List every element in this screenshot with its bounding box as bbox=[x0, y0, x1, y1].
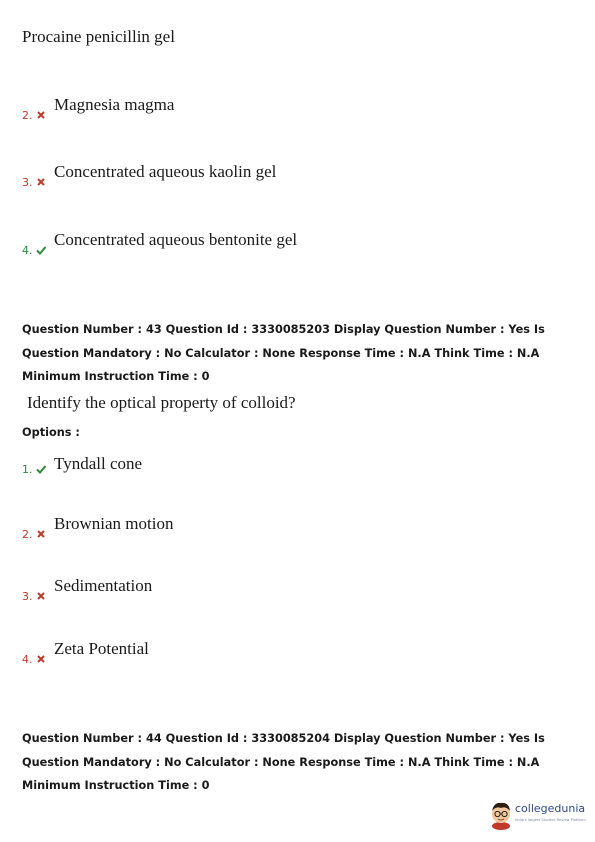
option-row bbox=[22, 639, 422, 667]
option-text: Concentrated aqueous kaolin gel bbox=[54, 162, 277, 181]
options-label: Options : bbox=[22, 426, 80, 439]
cross-icon bbox=[36, 654, 46, 664]
mascot-icon bbox=[488, 800, 514, 830]
option-number: 3. bbox=[22, 590, 46, 603]
option-number: 2. bbox=[22, 109, 46, 122]
option-text: Procaine penicillin gel bbox=[22, 27, 175, 46]
option-row bbox=[22, 514, 422, 542]
option-number: 2. bbox=[22, 528, 46, 541]
option-row bbox=[22, 162, 422, 189]
option-text: Tyndall cone bbox=[54, 454, 143, 473]
option-number: 4. bbox=[22, 244, 46, 257]
option-text: Concentrated aqueous bentonite gel bbox=[54, 230, 298, 249]
check-icon bbox=[36, 464, 46, 474]
option-number: 4. bbox=[22, 653, 46, 666]
question-meta: Question Number : 43 Question Id : 3330085203 Display Question Number : Yes Is Question Mandatory : No Calculator : None Response Time : N.A Think Time : N.A Minimum Instruction Time : 0 bbox=[22, 323, 545, 383]
option-text: Zeta Potential bbox=[54, 639, 149, 658]
cross-icon bbox=[36, 177, 46, 187]
check-icon bbox=[36, 245, 46, 255]
option-number: 1. bbox=[22, 463, 46, 476]
question-meta: Question Number : 44 Question Id : 3330085204 Display Question Number : Yes Is Question Mandatory : No Calculator : None Response Time : N.A Think Time : N.A Minimum Instruction Time : 0 bbox=[22, 732, 545, 792]
collegedunia-logo bbox=[488, 800, 590, 830]
cross-icon bbox=[36, 591, 46, 601]
option-row bbox=[22, 576, 422, 604]
option-number: 3. bbox=[22, 176, 46, 189]
question-text: Identify the optical property of colloid? bbox=[27, 393, 296, 412]
option-row bbox=[22, 454, 422, 480]
cross-icon bbox=[36, 110, 46, 120]
option-text: Brownian motion bbox=[54, 514, 174, 533]
option-text: Sedimentation bbox=[54, 576, 153, 595]
logo-wordmark: collegedunia bbox=[515, 802, 586, 815]
cross-icon bbox=[36, 529, 46, 539]
logo-tagline: India's largest Student Review Platform bbox=[515, 818, 586, 822]
option-row bbox=[22, 230, 422, 257]
option-text: Magnesia magma bbox=[54, 95, 175, 114]
option-row bbox=[22, 95, 422, 122]
